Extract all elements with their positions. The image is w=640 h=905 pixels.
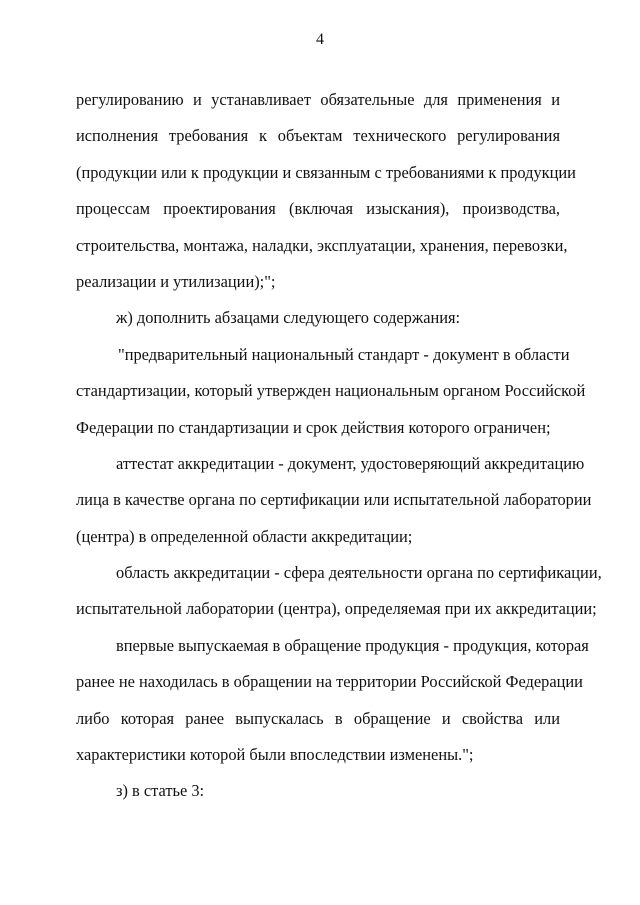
text-line: стандартизации, который утвержден национальным органом Российской — [76, 381, 586, 401]
text-line: исполнения требования к объектам технического регулирования — [76, 126, 560, 146]
text-line: Федерации по стандартизации и срок действия которого ограничен; — [76, 417, 551, 437]
text-line: впервые выпускаемая в обращение продукция - продукция, которая — [116, 635, 589, 655]
text-line: ж) дополнить абзацами следующего содержания: — [116, 308, 461, 328]
text-line: з) в статье 3: — [116, 781, 205, 801]
text-line: ранее не находилась в обращении на территории Российской Федерации — [76, 672, 583, 692]
text-line: реализации и утилизации);"; — [76, 271, 276, 291]
text-line: лица в качестве органа по сертификации или испытательной лаборатории — [76, 490, 592, 510]
text-line: либо которая ранее выпускалась в обращение и свойства или — [76, 708, 560, 728]
text-line: аттестат аккредитации - документ, удостоверяющий аккредитацию — [116, 453, 585, 473]
text-line: процессам проектирования (включая изыскания), производства, — [76, 199, 560, 219]
text-line: регулированию и устанавливает обязательные для применения и — [76, 90, 560, 109]
text-line: характеристики которой были впоследствии изменены."; — [76, 745, 474, 765]
text-line: область аккредитации - сфера деятельности органа по сертификации, — [116, 563, 602, 583]
document-body — [76, 88, 602, 816]
text-line: (продукции или к продукции и связанным с требованиями к продукции — [76, 162, 576, 182]
text-line: (центра) в определенной области аккредитации; — [76, 526, 413, 546]
text-line: испытательной лаборатории (центра), определяемая при их аккредитации; — [76, 599, 597, 619]
text-line: строительства, монтажа, наладки, эксплуатации, хранения, перевозки, — [76, 235, 568, 255]
text-line: "предварительный национальный стандарт - документ в области — [118, 344, 570, 364]
page-number: 4 — [316, 31, 324, 48]
